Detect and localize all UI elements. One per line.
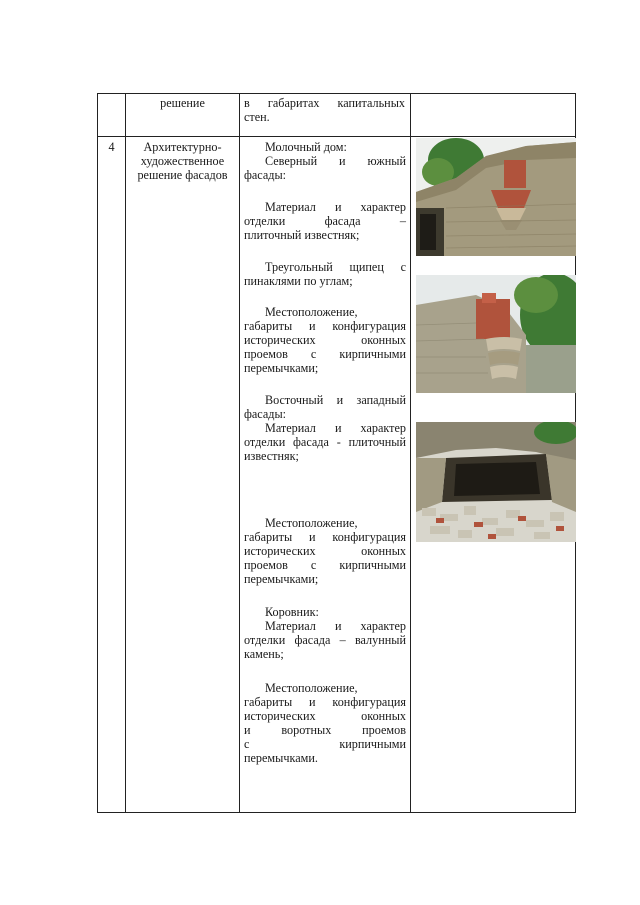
loc1-line2: габариты и конфигурация bbox=[244, 319, 406, 333]
row2-number: 4 bbox=[108, 140, 115, 154]
row2-name-line3: решение фасадов bbox=[137, 168, 228, 182]
row2-name-line1: Архитектурно- bbox=[143, 140, 222, 154]
material1-line3: плиточный известняк; bbox=[244, 228, 360, 242]
row1-desc-line1: в габаритах капитальных bbox=[244, 96, 405, 110]
row-divider bbox=[98, 136, 575, 137]
dairy-title: Молочный дом: bbox=[265, 140, 347, 154]
material2-line3: известняк; bbox=[244, 449, 299, 463]
row2-name-line2: художественное bbox=[140, 154, 225, 168]
photo-dairy-north-facade bbox=[416, 138, 576, 256]
loc1-line3: исторических оконных bbox=[244, 333, 406, 347]
gable-line1: Треугольный щипец с bbox=[265, 260, 406, 274]
loc2-line5: перемычками; bbox=[244, 572, 319, 586]
row1-desc-line2: стен. bbox=[244, 110, 270, 124]
loc1-line5: перемычками; bbox=[244, 361, 319, 375]
col-divider-1 bbox=[125, 94, 126, 812]
photo-dairy-ruin-interior bbox=[416, 422, 576, 542]
material3-line1: Материал и характер bbox=[265, 619, 406, 633]
loc2-line4: проемов с кирпичными bbox=[244, 558, 406, 572]
loc1-line1: Местоположение, bbox=[265, 305, 358, 319]
material3-line3: камень; bbox=[244, 647, 284, 661]
loc3-line4: и воротных проемов bbox=[244, 723, 406, 737]
ns-facades-line1: Северный и южный bbox=[265, 154, 406, 168]
loc3-line3: исторических оконных bbox=[244, 709, 406, 723]
loc3-line6: перемычками. bbox=[244, 751, 318, 765]
photo-dairy-gable-corner bbox=[416, 275, 576, 393]
material1-line2: отделки фасада – bbox=[244, 214, 406, 228]
photo-dairy-north-image bbox=[416, 138, 576, 256]
ew-facades-line2: фасады: bbox=[244, 407, 287, 421]
loc3-line2: габариты и конфигурация bbox=[244, 695, 406, 709]
ns-facades-line2: фасады: bbox=[244, 168, 287, 182]
loc3-line5: с кирпичными bbox=[244, 737, 406, 751]
loc1-line4: проемов с кирпичными bbox=[244, 347, 406, 361]
loc3-line1: Местоположение, bbox=[265, 681, 358, 695]
barn-title: Коровник: bbox=[265, 605, 319, 619]
material2-line2: отделки фасада - плиточный bbox=[244, 435, 406, 449]
row1-name-cell: решение bbox=[160, 96, 205, 110]
col-divider-3 bbox=[410, 94, 411, 812]
loc2-line1: Местоположение, bbox=[265, 516, 358, 530]
material1-line1: Материал и характер bbox=[265, 200, 406, 214]
photo-dairy-gable-image bbox=[416, 275, 576, 393]
material2-line1: Материал и характер bbox=[265, 421, 406, 435]
photo-dairy-ruin-image bbox=[416, 422, 576, 542]
attributes-table bbox=[97, 93, 576, 813]
gable-line2: пинаклями по углам; bbox=[244, 274, 353, 288]
loc2-line2: габариты и конфигурация bbox=[244, 530, 406, 544]
material3-line2: отделки фасада – валунный bbox=[244, 633, 406, 647]
loc2-line3: исторических оконных bbox=[244, 544, 406, 558]
ew-facades-line1: Восточный и западный bbox=[265, 393, 406, 407]
col-divider-2 bbox=[239, 94, 240, 812]
